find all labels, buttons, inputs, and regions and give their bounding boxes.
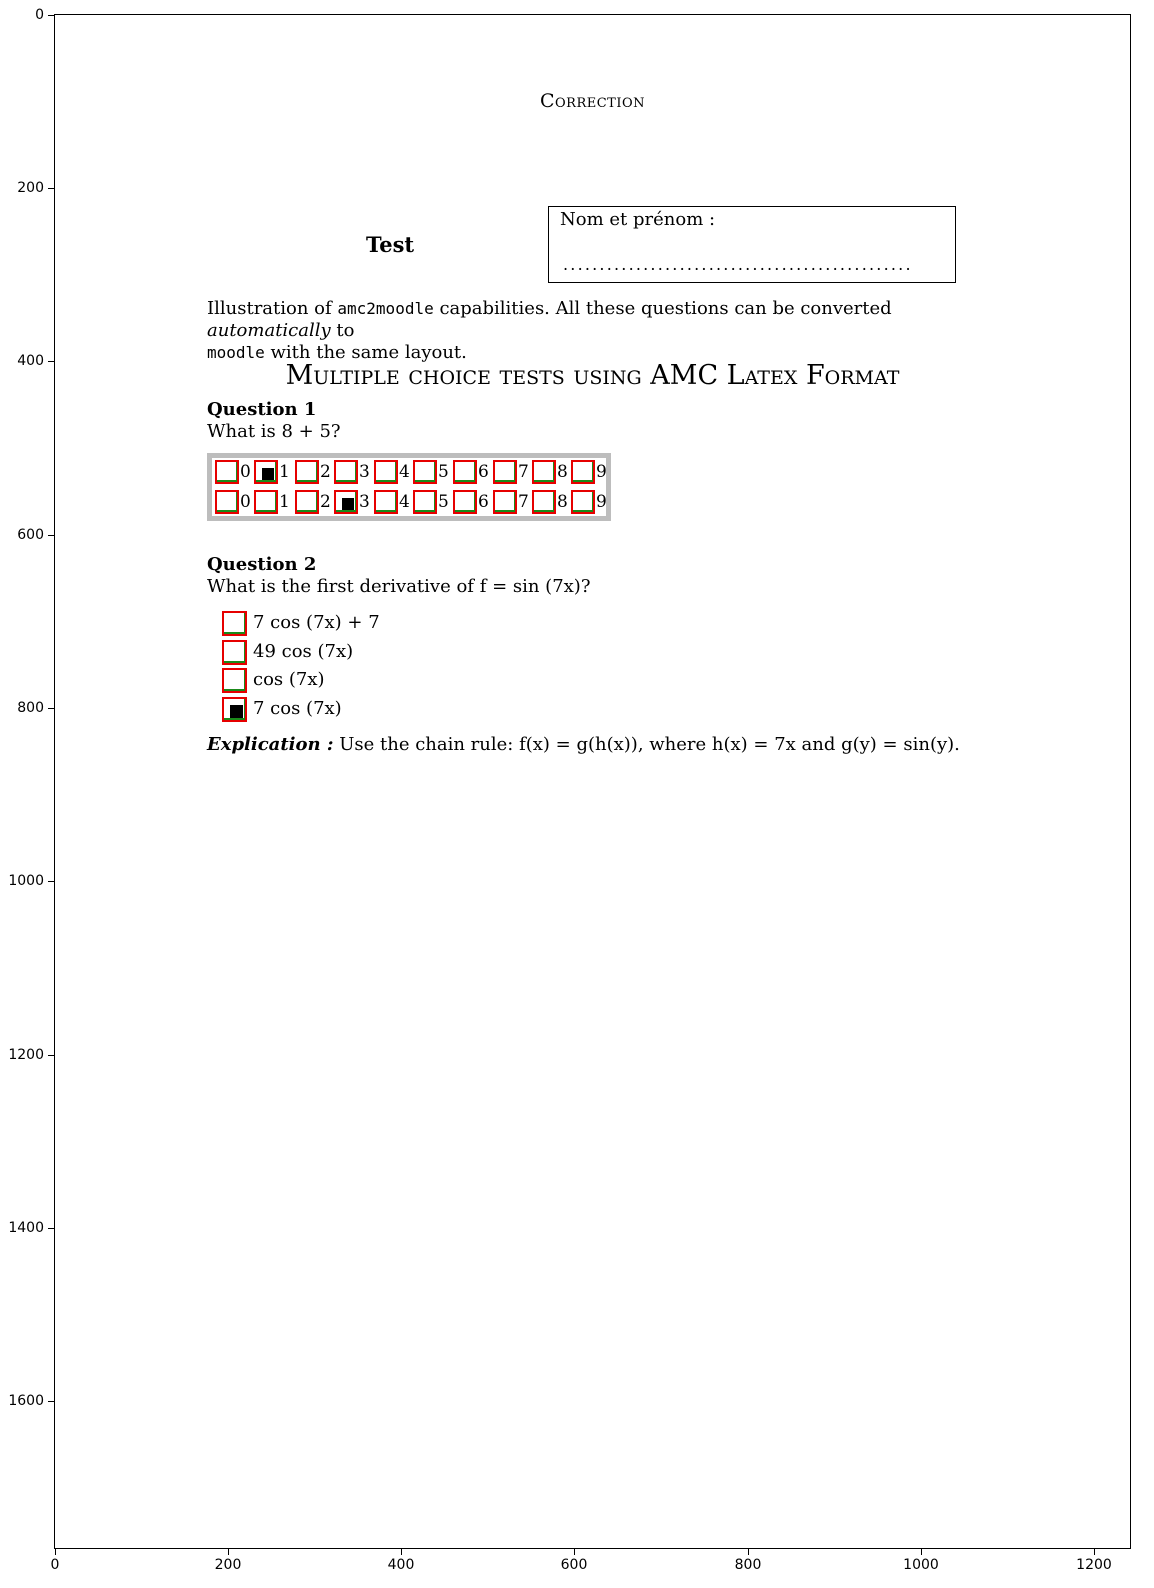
x-tick-label: 200 (214, 1557, 242, 1573)
checkbox[interactable] (493, 490, 517, 514)
digit-label: 6 (478, 462, 489, 482)
digit-label: 0 (240, 492, 251, 512)
checkbox[interactable] (295, 490, 319, 514)
digit-label: 3 (359, 492, 370, 512)
digit-label: 2 (320, 462, 331, 482)
checkbox[interactable] (374, 490, 398, 514)
digit-cell[interactable] (254, 460, 294, 488)
question-2-title: Question 2 (207, 554, 317, 575)
y-tick-label: 600 (17, 527, 44, 543)
digit-cell[interactable] (295, 490, 335, 518)
x-tick-label: 1000 (903, 1557, 939, 1573)
digit-cell[interactable] (295, 460, 335, 488)
checkbox[interactable] (453, 460, 477, 484)
x-tick-label: 600 (560, 1557, 588, 1573)
y-tick-label: 1400 (8, 1220, 44, 1236)
checkbox[interactable] (413, 490, 437, 514)
digit-label: 7 (518, 492, 529, 512)
digit-cell[interactable] (374, 490, 414, 518)
checkbox[interactable] (215, 460, 239, 484)
checkbox[interactable] (493, 460, 517, 484)
question-1-title: Question 1 (207, 399, 317, 420)
digit-cell[interactable] (413, 460, 453, 488)
digit-cell[interactable] (532, 460, 572, 488)
digit-label: 1 (279, 492, 290, 512)
intro-text: to (330, 320, 355, 341)
checkbox[interactable] (571, 490, 595, 514)
checkbox[interactable] (222, 697, 247, 722)
explication-text: Use the chain rule: f(x) = g(h(x)), where h(x) = 7x and g(y) = sin(y). (333, 734, 960, 755)
intro-text: with the same layout. (264, 342, 467, 363)
section-title: Multiple choice tests using AMC Latex Format (285, 360, 900, 391)
x-tick-label: 0 (50, 1557, 60, 1573)
explication (207, 734, 960, 755)
x-tick-label: 800 (734, 1557, 762, 1573)
question-1-text: What is 8 + 5? (207, 421, 341, 442)
answer-grid (207, 453, 611, 521)
y-tick-label: 800 (17, 700, 44, 716)
y-tick-label: 1000 (8, 873, 44, 889)
x-tick-label: 400 (387, 1557, 415, 1573)
digit-label: 5 (438, 492, 449, 512)
checkbox[interactable] (453, 490, 477, 514)
checkbox[interactable] (413, 460, 437, 484)
digit-cell[interactable] (215, 460, 255, 488)
explication-label: Explication : (207, 734, 334, 755)
digit-cell[interactable] (493, 460, 533, 488)
checkbox[interactable] (295, 460, 319, 484)
intro-code: moodle (207, 343, 265, 362)
test-heading: Test (366, 232, 415, 257)
y-tick-label: 400 (17, 353, 44, 369)
digit-cell[interactable] (493, 490, 533, 518)
checkbox[interactable] (334, 460, 358, 484)
y-tick-label: 1200 (8, 1047, 44, 1063)
checkbox[interactable] (532, 490, 556, 514)
checkbox[interactable] (222, 640, 247, 665)
digit-cell[interactable] (334, 460, 374, 488)
digit-label: 8 (557, 492, 568, 512)
digit-cell[interactable] (453, 460, 493, 488)
checkbox[interactable] (222, 668, 247, 693)
digit-label: 6 (478, 492, 489, 512)
digit-cell[interactable] (254, 490, 294, 518)
intro-code: amc2moodle (337, 299, 434, 318)
checkbox[interactable] (374, 460, 398, 484)
digit-cell[interactable] (532, 490, 572, 518)
digit-label: 8 (557, 462, 568, 482)
y-tick-label: 0 (35, 7, 44, 23)
checkbox[interactable] (334, 490, 358, 514)
answer-text: cos (7x) (253, 669, 325, 690)
name-dots: ................................................ (563, 255, 913, 274)
checkbox[interactable] (254, 460, 278, 484)
digit-cell[interactable] (571, 490, 611, 518)
checkbox[interactable] (222, 611, 247, 636)
digit-label: 9 (596, 492, 607, 512)
intro-emphasis: automatically (207, 320, 331, 341)
digit-cell[interactable] (334, 490, 374, 518)
digit-cell[interactable] (215, 490, 255, 518)
digit-cell[interactable] (413, 490, 453, 518)
digit-label: 4 (399, 462, 410, 482)
digit-label: 3 (359, 462, 370, 482)
checkbox[interactable] (254, 490, 278, 514)
x-tick-label: 1200 (1076, 1557, 1112, 1573)
answer-text: 49 cos (7x) (253, 641, 354, 662)
y-tick-label: 200 (17, 180, 44, 196)
checkbox[interactable] (215, 490, 239, 514)
page-title: Correction (539, 90, 646, 112)
name-label: Nom et prénom : (560, 209, 716, 230)
digit-label: 2 (320, 492, 331, 512)
answer-text: 7 cos (7x) + 7 (253, 612, 380, 633)
check-mark (342, 498, 354, 510)
digit-cell[interactable] (374, 460, 414, 488)
digit-label: 0 (240, 462, 251, 482)
check-mark (262, 468, 274, 480)
question-2-text: What is the first derivative of f = sin (7x)? (207, 576, 591, 597)
intro-text: Illustration of (207, 298, 338, 319)
digit-cell[interactable] (571, 460, 611, 488)
digit-label: 9 (596, 462, 607, 482)
checkbox[interactable] (571, 460, 595, 484)
check-mark (230, 705, 243, 718)
digit-label: 1 (279, 462, 290, 482)
digit-label: 5 (438, 462, 449, 482)
name-box[interactable] (548, 206, 956, 283)
digit-label: 4 (399, 492, 410, 512)
y-tick-label: 1600 (8, 1393, 44, 1409)
answer-text: 7 cos (7x) (253, 698, 342, 719)
intro-text: capabilities. All these questions can be converted (433, 298, 892, 319)
digit-cell[interactable] (453, 490, 493, 518)
intro-paragraph (207, 298, 967, 364)
digit-label: 7 (518, 462, 529, 482)
checkbox[interactable] (532, 460, 556, 484)
